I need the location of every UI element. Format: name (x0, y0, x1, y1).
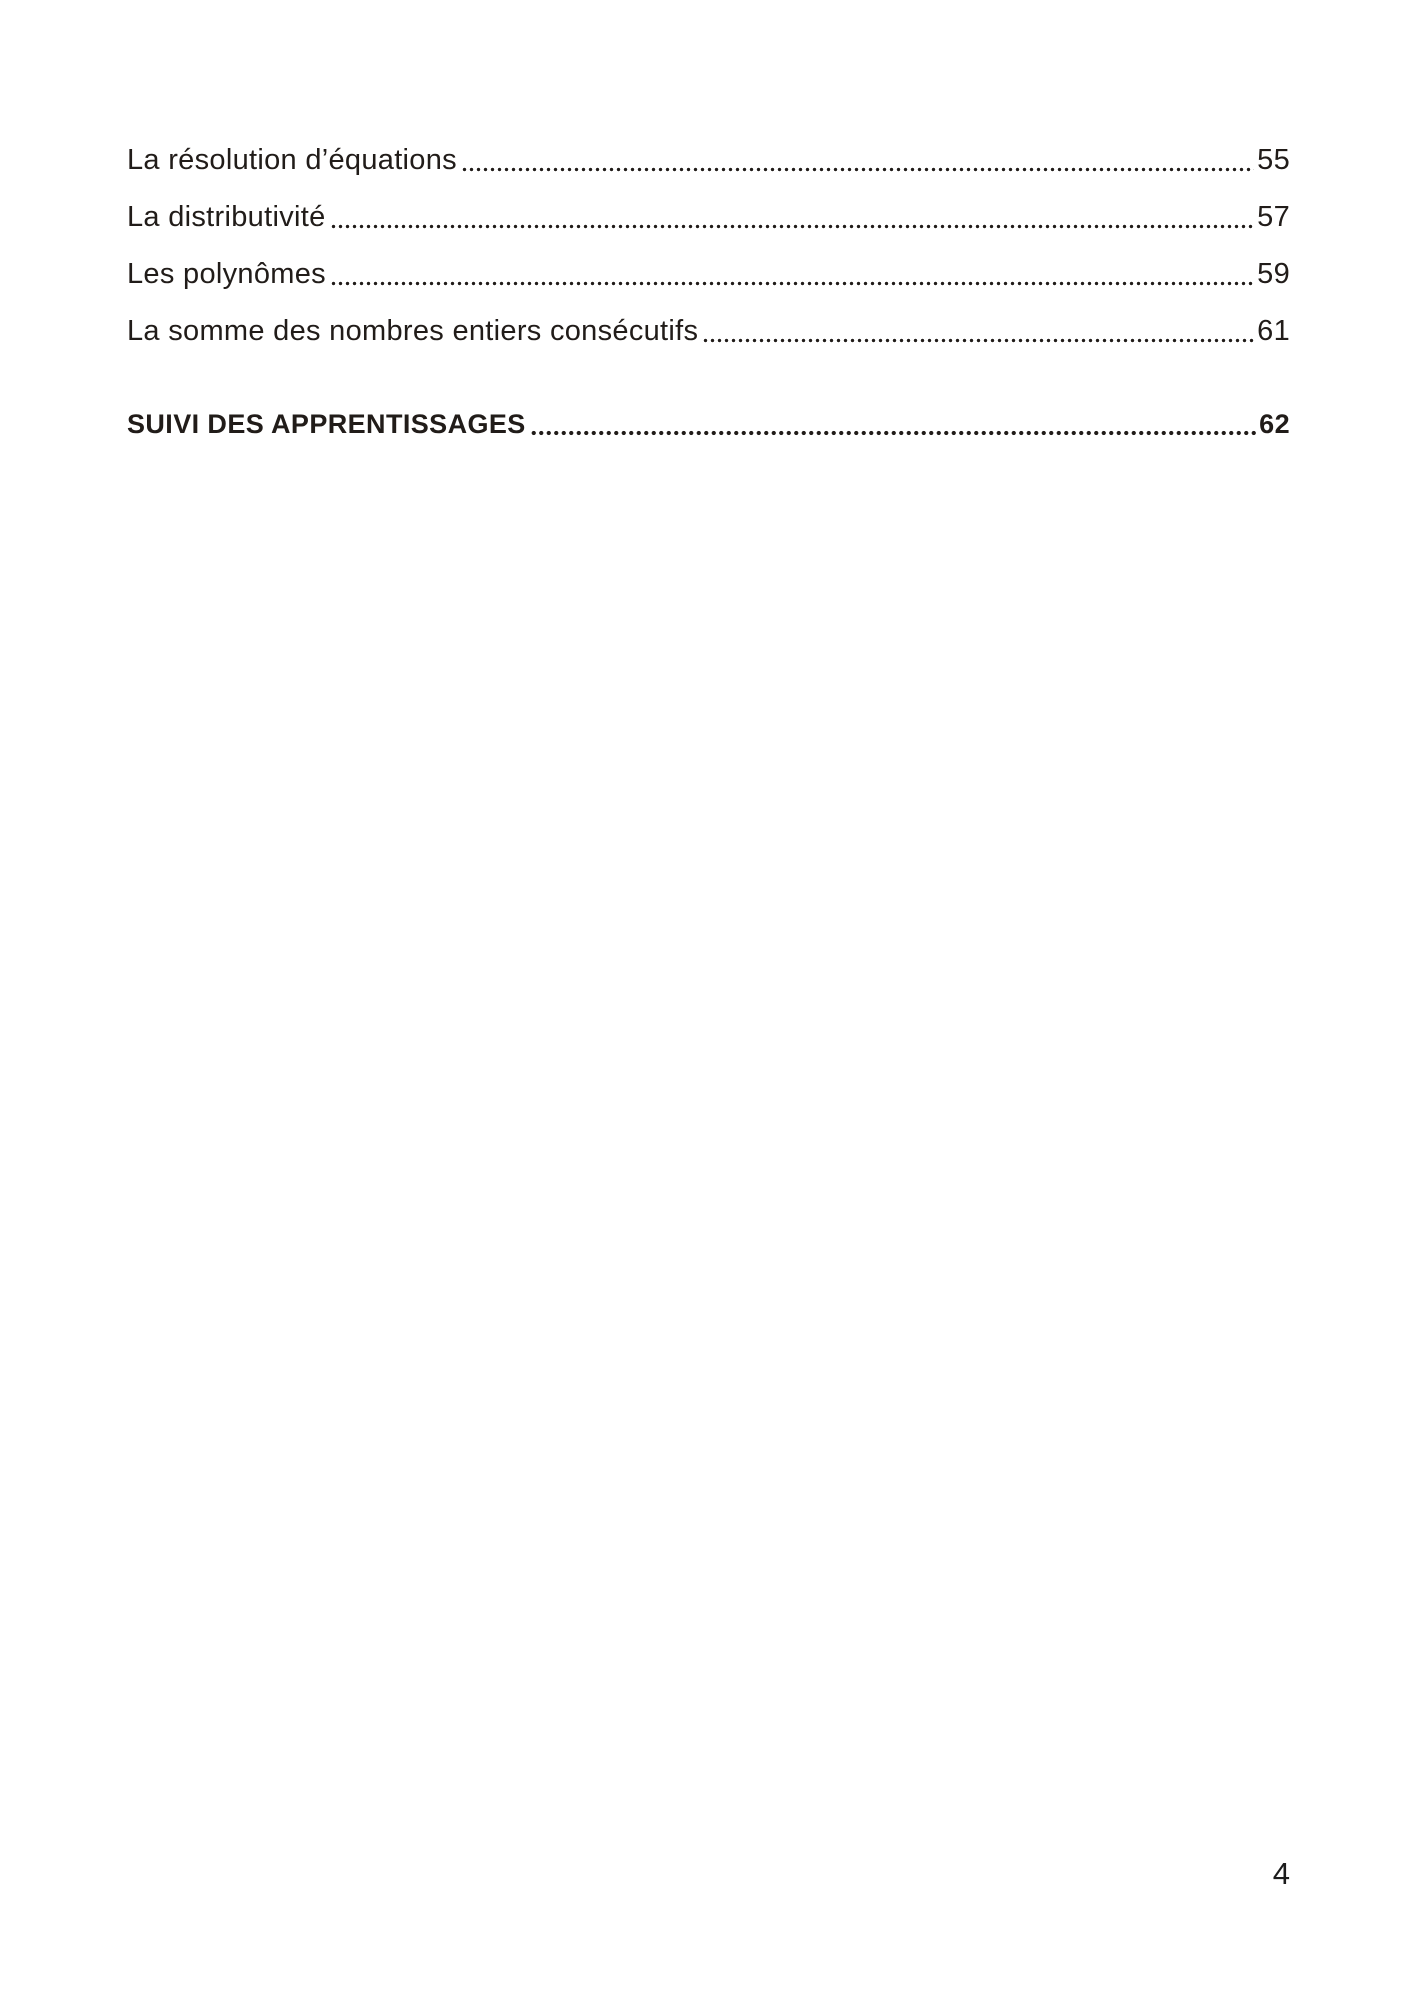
toc-entry-label: Les polynômes (127, 258, 326, 290)
toc-entry-page: 57 (1257, 201, 1290, 233)
toc-entry[interactable] (127, 256, 1290, 293)
dot-leader (530, 430, 1256, 436)
table-of-contents (127, 142, 1290, 463)
toc-entry-page: 59 (1257, 258, 1290, 290)
toc-entry-page: 61 (1257, 315, 1290, 347)
toc-entry-label: La distributivité (127, 201, 326, 233)
toc-entry-label: La somme des nombres entiers consécutifs (127, 315, 699, 347)
toc-entry[interactable] (127, 313, 1290, 350)
dot-leader (702, 338, 1254, 343)
page-number: 4 (1272, 1856, 1290, 1891)
toc-entry[interactable] (127, 142, 1290, 179)
toc-section-label: SUIVI DES APPRENTISSAGES (127, 409, 526, 439)
toc-entry[interactable] (127, 199, 1290, 236)
dot-leader (461, 167, 1254, 172)
toc-section-entry[interactable] (127, 406, 1290, 443)
toc-entry-page: 55 (1257, 144, 1290, 176)
toc-entry-label: La résolution d’équations (127, 144, 457, 176)
dot-leader (330, 224, 1255, 229)
toc-section-page: 62 (1259, 409, 1290, 439)
dot-leader (330, 281, 1254, 286)
